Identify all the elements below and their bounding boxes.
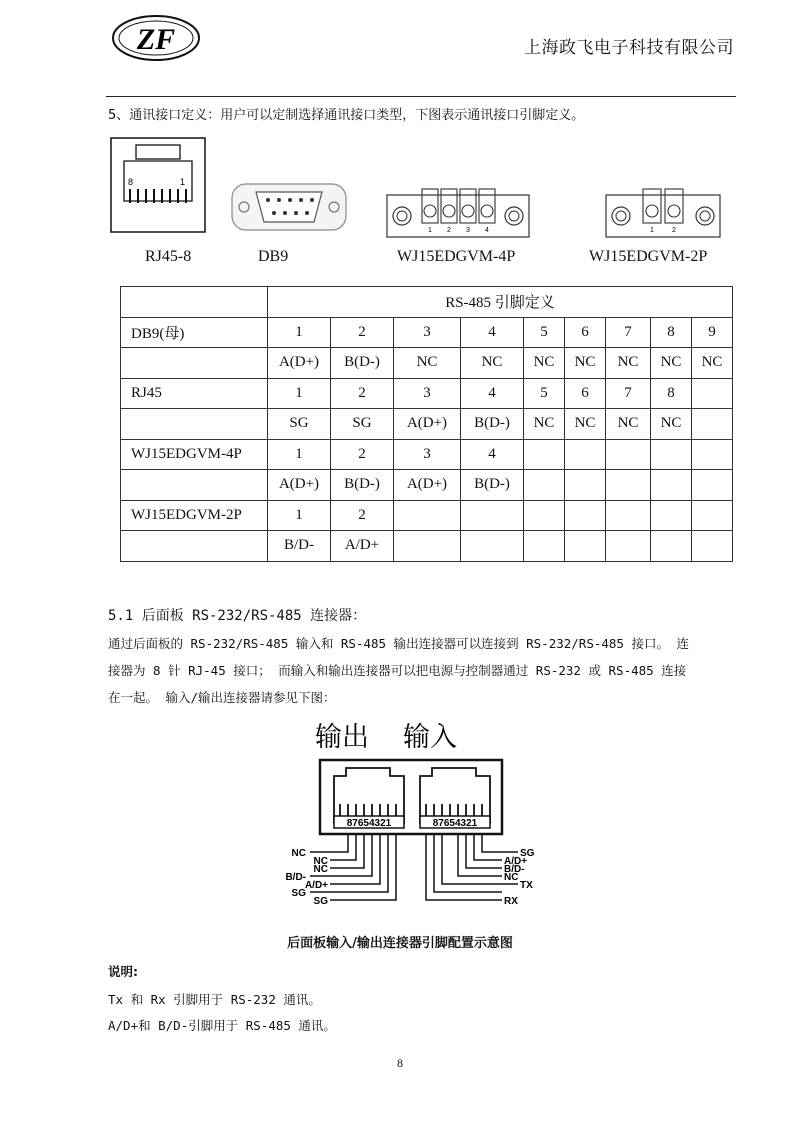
- table-cell: SG: [268, 409, 331, 440]
- table-cell: A(D+): [394, 409, 461, 440]
- terminal-2p-image: [605, 187, 721, 239]
- table-cell: [651, 500, 692, 531]
- table-cell: [692, 378, 733, 409]
- table-cell: NC: [606, 409, 651, 440]
- table-row: [121, 317, 733, 348]
- table-cell: 3: [394, 378, 461, 409]
- input-title: 输入: [403, 722, 457, 753]
- table-cell: [651, 531, 692, 562]
- company-logo: [110, 12, 202, 64]
- notes-title: 说明:: [108, 964, 138, 979]
- table-cell: 4: [461, 378, 524, 409]
- table-row: [121, 348, 733, 379]
- table-cell: A(D+): [394, 470, 461, 501]
- table-cell: 6: [565, 378, 606, 409]
- table-cell: B(D-): [461, 470, 524, 501]
- row-label: DB9(母): [121, 317, 268, 348]
- table-row: [121, 409, 733, 440]
- table-cell: 2: [331, 439, 394, 470]
- table-cell: 1: [268, 500, 331, 531]
- table-cell: 4: [461, 317, 524, 348]
- table-cell: [565, 439, 606, 470]
- table-header-row: [121, 287, 733, 318]
- rj45-connector-image: [110, 137, 206, 233]
- table-cell: [461, 531, 524, 562]
- table-cell: 4: [461, 439, 524, 470]
- table-cell: NC: [651, 348, 692, 379]
- table-cell: [692, 409, 733, 440]
- table-cell: A/D+: [331, 531, 394, 562]
- intro-text: 5、通讯接口定义：用户可以定制选择通讯接口类型，下图表示通讯接口引脚定义。: [108, 108, 585, 123]
- table-cell: [606, 500, 651, 531]
- terminal4-num-4: 4: [485, 227, 489, 234]
- table-cell: 8: [651, 378, 692, 409]
- table-cell: [651, 439, 692, 470]
- page-number: 8: [397, 1056, 403, 1070]
- table-cell: [524, 439, 565, 470]
- table-cell: [606, 439, 651, 470]
- table-cell: NC: [565, 348, 606, 379]
- terminal2-num-2: 2: [672, 227, 676, 234]
- paragraph-line-3: 在一起。 输入/输出连接器请参见下图：: [108, 690, 336, 705]
- table-row: [121, 531, 733, 562]
- in-label-6: RX: [504, 896, 518, 907]
- table-cell: 6: [565, 317, 606, 348]
- note-line-2: A/D+和 B/D-引脚用于 RS-485 通讯。: [108, 1018, 336, 1033]
- terminal4-num-3: 3: [466, 227, 470, 234]
- table-cell: [461, 500, 524, 531]
- terminal2-num-1: 1: [650, 227, 654, 234]
- pin-definition-table: [120, 286, 733, 562]
- table-row: [121, 378, 733, 409]
- table-cell: [565, 500, 606, 531]
- table-cell: 1: [268, 317, 331, 348]
- output-title: 输出: [315, 722, 369, 753]
- out-label-2: NC: [313, 856, 328, 867]
- table-cell: 1: [268, 378, 331, 409]
- table-cell: B(D-): [461, 409, 524, 440]
- company-name: 上海政飞电子科技有限公司: [524, 38, 734, 58]
- table-cell: 2: [331, 378, 394, 409]
- row-label: WJ15EDGVM-2P: [121, 500, 268, 531]
- table-cell: [565, 531, 606, 562]
- table-cell: 2: [331, 500, 394, 531]
- table-cell: 7: [606, 378, 651, 409]
- table-cell: A(D+): [268, 348, 331, 379]
- table-header: RS-485 引脚定义: [268, 287, 733, 318]
- table-cell: [606, 531, 651, 562]
- table-cell: NC: [461, 348, 524, 379]
- terminal4-num-1: 1: [428, 227, 432, 234]
- row-label: WJ15EDGVM-4P: [121, 439, 268, 470]
- header-divider: [106, 96, 736, 97]
- in-label-1: SG: [520, 848, 535, 859]
- table-cell: [565, 470, 606, 501]
- section-title: 5.1 后面板 RS-232/RS-485 连接器：: [108, 608, 367, 624]
- table-cell: NC: [524, 409, 565, 440]
- in-label-5: TX: [520, 880, 533, 891]
- row-label: [121, 470, 268, 501]
- out-label-5: A/D+: [304, 880, 328, 891]
- out-label-4: B/D-: [285, 872, 306, 883]
- in-label-2: A/D+: [504, 856, 528, 867]
- table-cell: NC: [394, 348, 461, 379]
- table-cell: [524, 531, 565, 562]
- table-cell: 3: [394, 317, 461, 348]
- rj45-pin-8-label: 8: [128, 177, 134, 187]
- table-cell: 5: [524, 317, 565, 348]
- in-label-3: B/D-: [504, 864, 525, 875]
- out-label-3: NC: [313, 864, 328, 875]
- table-cell: NC: [524, 348, 565, 379]
- table-cell: [524, 470, 565, 501]
- row-label: [121, 348, 268, 379]
- out-label-6: SG: [291, 888, 306, 899]
- table-corner-cell: [121, 287, 268, 318]
- table-cell: 2: [331, 317, 394, 348]
- figure-caption: 后面板输入/输出连接器引脚配置示意图: [287, 936, 513, 951]
- table-cell: [692, 439, 733, 470]
- table-cell: [524, 500, 565, 531]
- out-label-1: NC: [291, 848, 306, 859]
- table-row: [121, 500, 733, 531]
- table-cell: NC: [651, 409, 692, 440]
- caption-4p: WJ15EDGVM-4P: [397, 248, 516, 265]
- table-cell: 9: [692, 317, 733, 348]
- table-cell: [692, 531, 733, 562]
- table-cell: 8: [651, 317, 692, 348]
- out-label-7: SG: [313, 896, 328, 907]
- row-label: [121, 531, 268, 562]
- rj45-pin-1-label: 1: [180, 177, 186, 187]
- table-cell: 7: [606, 317, 651, 348]
- table-cell: [394, 500, 461, 531]
- caption-db9: DB9: [258, 248, 289, 265]
- right-jack-pin-numbers: 87654321: [432, 818, 478, 829]
- table-cell: B(D-): [331, 348, 394, 379]
- table-cell: SG: [331, 409, 394, 440]
- table-cell: A(D+): [268, 470, 331, 501]
- table-cell: NC: [606, 348, 651, 379]
- table-cell: 3: [394, 439, 461, 470]
- caption-2p: WJ15EDGVM-2P: [589, 248, 708, 265]
- row-label: [121, 409, 268, 440]
- table-cell: [692, 470, 733, 501]
- table-cell: NC: [692, 348, 733, 379]
- note-line-1: Tx 和 Rx 引脚用于 RS-232 通讯。: [108, 992, 321, 1007]
- table-row: [121, 470, 733, 501]
- table-cell: [394, 531, 461, 562]
- table-cell: B/D-: [268, 531, 331, 562]
- caption-rj45: RJ45-8: [145, 248, 192, 265]
- left-jack-pin-numbers: 87654321: [346, 818, 392, 829]
- table-cell: [651, 470, 692, 501]
- table-cell: B(D-): [331, 470, 394, 501]
- in-label-4: NC: [504, 872, 519, 883]
- rear-panel-diagram: [270, 712, 560, 920]
- paragraph-line-2: 接器为 8 针 RJ-45 接口； 而输入和输出连接器可以把电源与控制器通过 RS-232 或 RS-485 连接: [108, 663, 687, 678]
- table-cell: [692, 500, 733, 531]
- table-cell: [606, 470, 651, 501]
- paragraph-line-1: 通过后面板的 RS-232/RS-485 输入和 RS-485 输出连接器可以连接到 RS-232/RS-485 接口。 连: [108, 636, 690, 651]
- table-row: [121, 439, 733, 470]
- terminal-4p-image: [386, 187, 530, 239]
- table-cell: 1: [268, 439, 331, 470]
- table-cell: NC: [565, 409, 606, 440]
- table-cell: 5: [524, 378, 565, 409]
- row-label: RJ45: [121, 378, 268, 409]
- logo-text: ZF: [136, 23, 176, 56]
- db9-connector-image: [230, 180, 348, 236]
- terminal4-num-2: 2: [447, 227, 451, 234]
